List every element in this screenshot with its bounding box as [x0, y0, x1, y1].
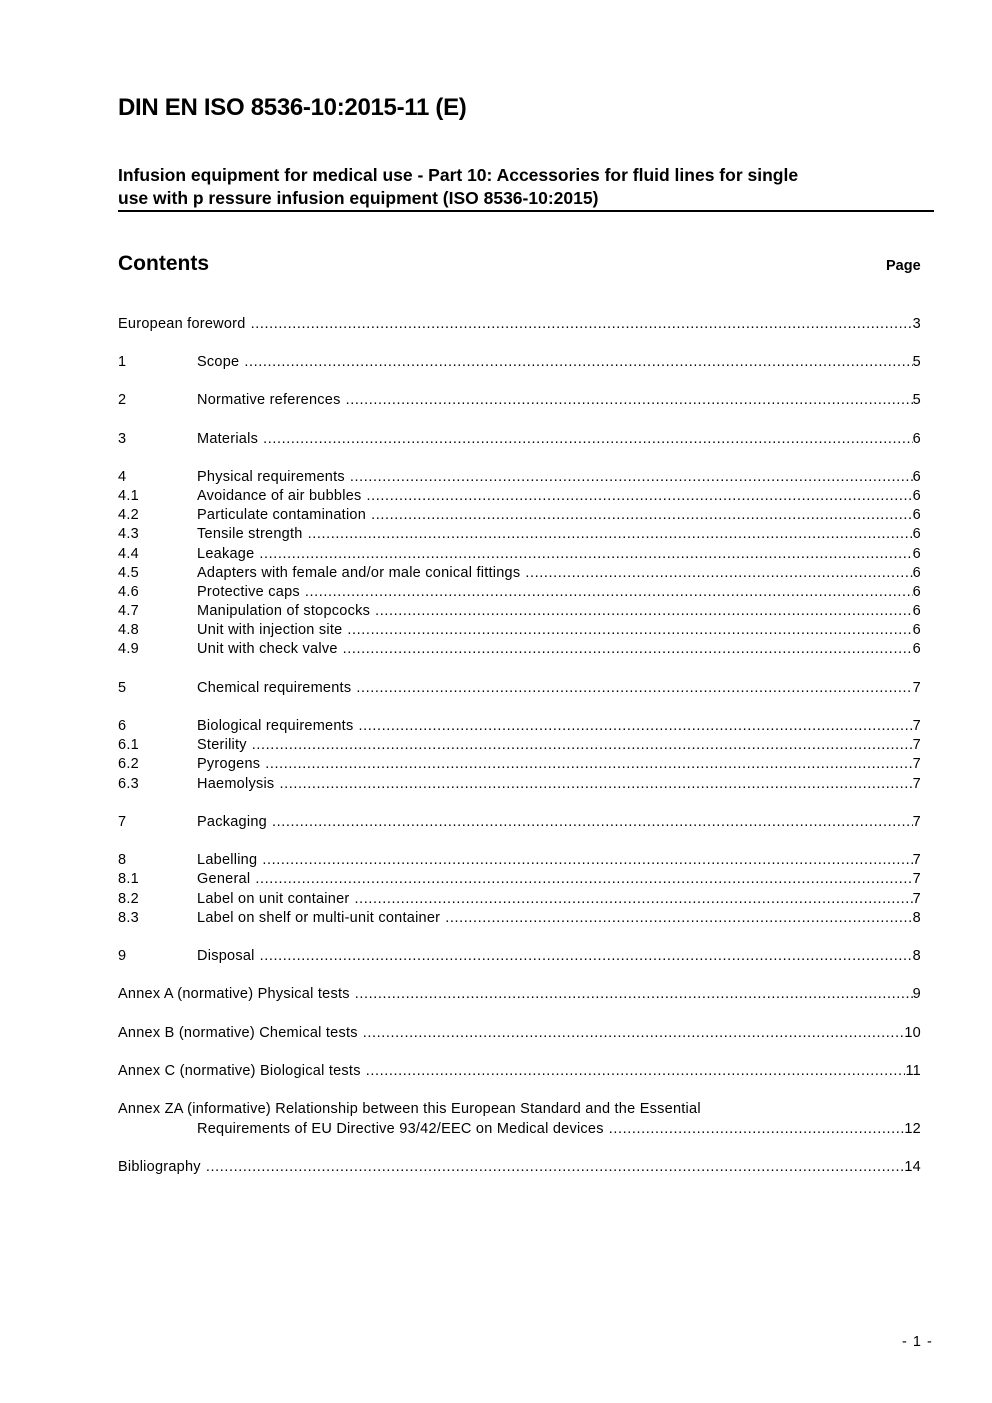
toc-entry-title: General [197, 871, 251, 887]
toc-entry-number: 6.3 [118, 776, 139, 792]
toc-dot-leader [358, 717, 912, 736]
toc-entry-title: Label on shelf or multi-unit container [197, 910, 441, 926]
toc-entry[interactable] [118, 602, 921, 621]
toc-entry-number: 8.2 [118, 891, 139, 907]
toc-entry-title: Label on unit container [197, 891, 350, 907]
toc-entry-page: 7 [912, 891, 921, 907]
toc-entry[interactable] [118, 640, 921, 659]
toc-entry-title: Scope [197, 354, 240, 370]
toc-entry[interactable] [118, 391, 921, 410]
toc-entry[interactable] [118, 487, 921, 506]
toc-dot-leader [259, 545, 912, 564]
toc-dot-leader [371, 506, 913, 525]
toc-entry-annex-b[interactable] [118, 1024, 921, 1043]
toc-entry[interactable] [118, 947, 921, 966]
toc-entry-title: Labelling [197, 852, 258, 868]
toc-entry-title: Unit with check valve [197, 641, 338, 657]
toc-entry[interactable] [118, 583, 921, 602]
toc-entry[interactable] [118, 468, 921, 487]
toc-entry-page: 6 [912, 641, 921, 657]
toc-entry-page: 7 [912, 814, 921, 830]
toc-entry-number: 4.1 [118, 488, 139, 504]
toc-entry-number: 4.2 [118, 507, 139, 523]
toc-entry[interactable] [118, 353, 921, 372]
toc-entry-page: 6 [912, 469, 921, 485]
toc-dot-leader [355, 985, 913, 1004]
toc-entry-page: 7 [912, 852, 921, 868]
toc-dot-leader [255, 870, 912, 889]
toc-entry-page: 6 [912, 507, 921, 523]
toc-entry-title: Bibliography [118, 1159, 201, 1175]
toc-entry-annex-a[interactable] [118, 985, 921, 1004]
title-rule [118, 210, 934, 212]
toc-entry-number: 4.3 [118, 526, 139, 542]
toc-entry-page: 10 [904, 1025, 921, 1041]
toc-dot-leader [305, 583, 913, 602]
toc-entry-page: 6 [912, 431, 921, 447]
toc-dot-leader [525, 564, 912, 583]
toc-dot-leader [445, 909, 912, 928]
toc-dot-leader [251, 315, 913, 334]
toc-entry-page: 8 [912, 948, 921, 964]
toc-entry-title: Chemical requirements [197, 680, 352, 696]
toc-entry-bibliography[interactable] [118, 1158, 921, 1177]
toc-entry[interactable] [118, 890, 921, 909]
toc-entry-number: 4.5 [118, 565, 139, 581]
toc-entry-annex-za-line-1[interactable]: Annex ZA (informative) Relationship between this European Standard and the Essential [118, 1101, 701, 1117]
toc-entry-annex-c[interactable] [118, 1062, 921, 1081]
toc-entry-number: 4.9 [118, 641, 139, 657]
toc-dot-leader [263, 430, 913, 449]
toc-dot-leader [265, 755, 912, 774]
toc-entry-number: 4.4 [118, 546, 139, 562]
toc-entry-page: 11 [905, 1063, 921, 1079]
toc-entry-title: Protective caps [197, 584, 300, 600]
toc-dot-leader [308, 525, 913, 544]
toc-entry-number: 6 [118, 718, 127, 734]
toc-entry-number: 8 [118, 852, 127, 868]
toc-entry-title: Materials [197, 431, 259, 447]
toc-dot-leader [354, 890, 912, 909]
toc-dot-leader [343, 640, 913, 659]
toc-dot-leader [350, 468, 913, 487]
toc-entry-title: Biological requirements [197, 718, 354, 734]
toc-entry-page: 6 [912, 603, 921, 619]
toc-dot-leader [252, 736, 913, 755]
toc-entry[interactable] [118, 775, 921, 794]
toc-entry[interactable] [118, 679, 921, 698]
contents-heading: Contents [118, 252, 209, 275]
toc-dot-leader [375, 602, 913, 621]
toc-entry[interactable] [118, 870, 921, 889]
subtitle-line-1: Infusion equipment for medical use - Part 10: Accessories for fluid lines for single [118, 165, 799, 185]
toc-entry-number: 6.2 [118, 756, 139, 772]
toc-entry-number: 1 [118, 354, 127, 370]
toc-dot-leader [609, 1120, 905, 1139]
toc-entry-title: Sterility [197, 737, 247, 753]
toc-entry[interactable] [118, 851, 921, 870]
document-subtitle [118, 164, 933, 210]
toc-dot-leader [363, 1024, 905, 1043]
toc-entry-title: Requirements of EU Directive 93/42/EEC on Medical devices [197, 1121, 604, 1137]
toc-dot-leader [346, 391, 913, 410]
toc-entry-title: Adapters with female and/or male conical fittings [197, 565, 521, 581]
toc-entry-title: Annex B (normative) Chemical tests [118, 1025, 358, 1041]
subtitle-line-2: use with p ressure infusion equipment (ISO 8536-10:2015) [118, 188, 599, 208]
toc-entry[interactable] [118, 506, 921, 525]
toc-entry-page: 6 [912, 488, 921, 504]
toc-entry[interactable] [118, 525, 921, 544]
toc-entry-number: 2 [118, 392, 127, 408]
toc-entry-page: 7 [912, 871, 921, 887]
toc-entry-page: 6 [912, 546, 921, 562]
toc-entry-page: 7 [912, 756, 921, 772]
toc-dot-leader [356, 679, 912, 698]
toc-entry-foreword[interactable] [118, 315, 921, 334]
toc-entry[interactable] [118, 909, 921, 928]
toc-dot-leader [367, 487, 913, 506]
toc-entry-title: Disposal [197, 948, 255, 964]
toc-entry-page: 7 [912, 718, 921, 734]
toc-entry-title: Unit with injection site [197, 622, 343, 638]
toc-dot-leader [206, 1158, 905, 1177]
toc-entry[interactable] [118, 813, 921, 832]
toc-dot-leader [244, 353, 912, 372]
toc-entry-title: Particulate contamination [197, 507, 367, 523]
toc-entry-page: 6 [912, 526, 921, 542]
toc-entry-title: Physical requirements [197, 469, 345, 485]
toc-entry[interactable] [118, 717, 921, 736]
toc-dot-leader [260, 947, 913, 966]
toc-entry-number: 9 [118, 948, 127, 964]
page-column-label: Page [886, 258, 921, 274]
toc-entry-number: 4.6 [118, 584, 139, 600]
toc-entry-title: Manipulation of stopcocks [197, 603, 371, 619]
toc-entry-title: European foreword [118, 316, 246, 332]
toc-dot-leader [366, 1062, 906, 1081]
toc-entry-page: 7 [912, 776, 921, 792]
document-title: DIN EN ISO 8536-10:2015-11 (E) [118, 94, 467, 121]
toc-dot-leader [262, 851, 912, 870]
toc-entry-page: 7 [912, 680, 921, 696]
toc-entry-page: 9 [912, 986, 921, 1002]
toc-entry[interactable] [118, 755, 921, 774]
toc-entry-number: 6.1 [118, 737, 139, 753]
toc-entry-page: 3 [912, 316, 921, 332]
toc-entry-title: Annex A (normative) Physical tests [118, 986, 350, 1002]
toc-entry-page: 7 [912, 737, 921, 753]
toc-entry-title: Haemolysis [197, 776, 275, 792]
toc-entry[interactable] [118, 545, 921, 564]
toc-entry-number: 3 [118, 431, 127, 447]
toc-entry-number: 8.3 [118, 910, 139, 926]
toc-dot-leader [347, 621, 912, 640]
toc-entry-page: 14 [904, 1159, 921, 1175]
toc-entry-title: Packaging [197, 814, 267, 830]
toc-entry-page: 6 [912, 584, 921, 600]
toc-entry-page: 5 [912, 354, 921, 370]
toc-entry-number: 4.7 [118, 603, 139, 619]
toc-entry-title: Normative references [197, 392, 341, 408]
page-number: - 1 - [902, 1334, 933, 1350]
toc-entry-number: 4.8 [118, 622, 139, 638]
toc-entry-title: Pyrogens [197, 756, 261, 772]
toc-entry-page: 6 [912, 565, 921, 581]
toc-entry-title: Annex C (normative) Biological tests [118, 1063, 361, 1079]
toc-entry-title: Avoidance of air bubbles [197, 488, 362, 504]
toc-entry-title: Tensile strength [197, 526, 303, 542]
toc-entry-title: Leakage [197, 546, 255, 562]
toc-entry-page: 8 [912, 910, 921, 926]
toc-entry-number: 4 [118, 469, 127, 485]
toc-entry-number: 7 [118, 814, 127, 830]
toc-entry-page: 6 [912, 622, 921, 638]
toc-entry-annex-za[interactable] [118, 1120, 921, 1139]
toc-entry-page: 12 [904, 1121, 921, 1137]
toc-entry[interactable] [118, 430, 921, 449]
toc-entry-page: 5 [912, 392, 921, 408]
toc-entry-number: 5 [118, 680, 127, 696]
toc-dot-leader [279, 775, 912, 794]
toc-entry[interactable] [118, 736, 921, 755]
toc-entry-number: 8.1 [118, 871, 139, 887]
toc-entry[interactable] [118, 621, 921, 640]
toc-entry[interactable] [118, 564, 921, 583]
toc-dot-leader [272, 813, 913, 832]
